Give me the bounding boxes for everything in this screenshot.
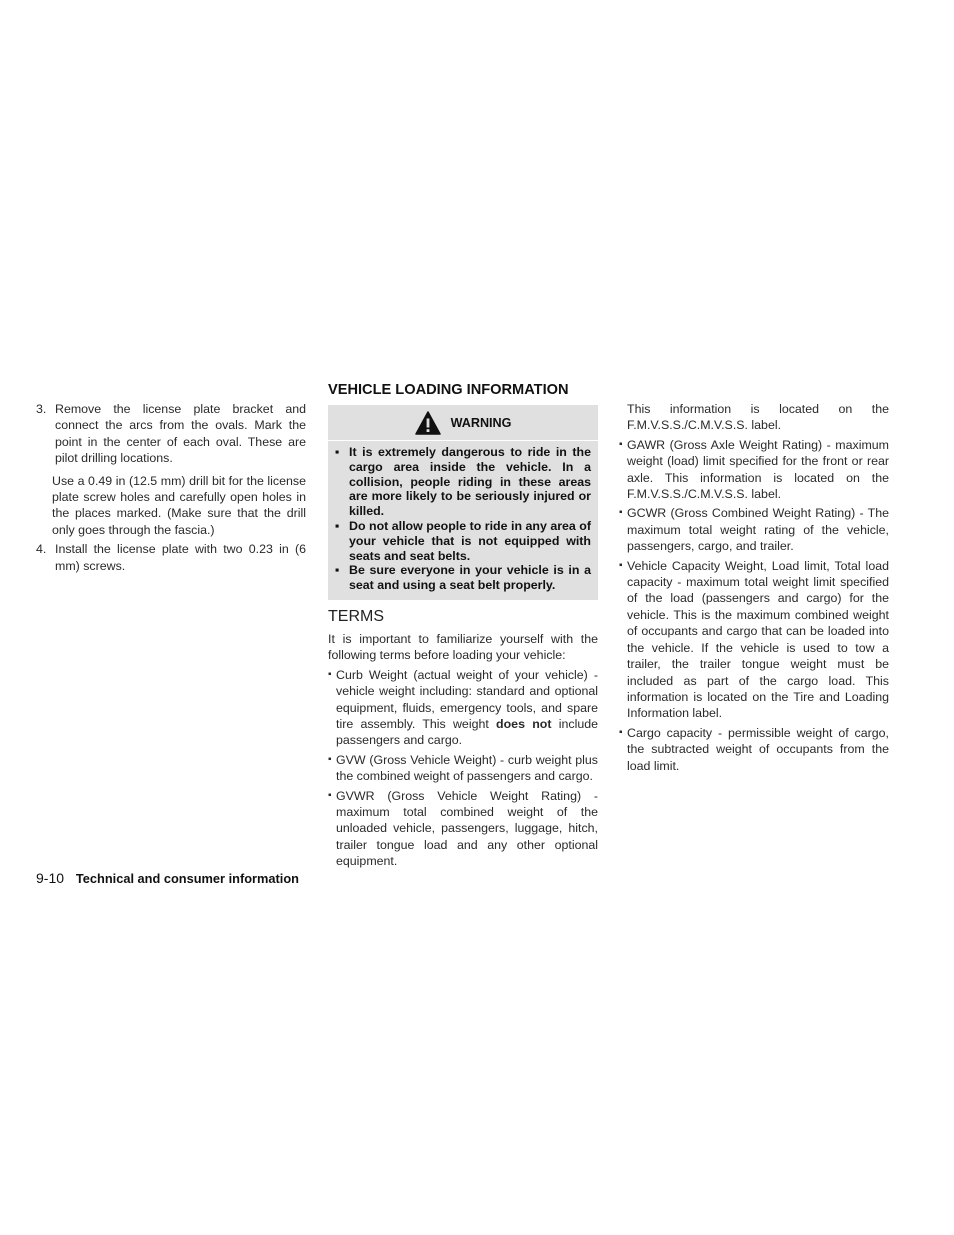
warning-box	[328, 405, 598, 600]
step-3-note: Use a 0.49 in (12.5 mm) drill bit for the license plate screw holes and carefully open holes in the places marked. (Make sure that the drill only goes through the fascia.)	[52, 473, 306, 537]
term-text: Vehicle Capacity Weight, Load limit, Total load capacity - maximum total weight limit specified of the load (passengers and cargo) for the vehicle. This is the maximum combined weight of occupants and cargo that can be loaded into the vehicle. If the vehicle is used to tow a trailer, the trailer tongue weight must be included as part of the cargo load. This information is located on the Tire and Loading Information label.	[627, 558, 889, 721]
bullet-icon: ▪	[619, 726, 623, 738]
term-emphasis: does not	[496, 717, 552, 731]
term-curb-weight	[328, 667, 598, 749]
term-gvw	[328, 752, 598, 785]
bullet-icon: ▪	[328, 753, 332, 765]
term-text: GVWR (Gross Vehicle Weight Rating) - maximum total combined weight of the unloaded vehicle, passengers, luggage, hitch, trailer tongue load and any other optional equipment.	[336, 788, 598, 869]
term-text: GVW (Gross Vehicle Weight) - curb weight plus the combined weight of passengers and cargo.	[336, 752, 598, 784]
page-number: 9-10	[36, 870, 65, 886]
column-left	[36, 401, 306, 580]
term-text: Curb Weight (actual weight of your vehicle) - vehicle weight including: standard and optional equipment, fluids, emergency tools, and spare tire assembly. This weight	[336, 667, 598, 731]
warning-item	[335, 519, 591, 563]
section-heading: VEHICLE LOADING INFORMATION	[328, 382, 569, 398]
step-3	[36, 401, 306, 467]
bullet-icon: ▪	[335, 563, 340, 578]
divider	[328, 440, 598, 441]
term-gcwr	[619, 505, 889, 554]
footer-section-title: Technical and consumer information	[75, 871, 299, 886]
terms-intro: It is important to familiarize yourself with the following terms before loading your vehicle:	[328, 631, 598, 663]
step-text: Install the license plate with two 0.23 in (6 mm) screws.	[55, 542, 306, 573]
step-text: Remove the license plate bracket and connect the arcs from the ovals. Mark the point in the center of each oval. These are pilot drilling locations.	[55, 402, 306, 466]
warning-text: Be sure everyone in your vehicle is in a seat and using a seat belt properly.	[349, 563, 591, 593]
bullet-icon: ▪	[619, 559, 623, 571]
warning-item	[335, 563, 591, 593]
warning-text: It is extremely dangerous to ride in the cargo area inside the vehicle. In a collision, people riding in these areas are more likely to be seriously injured or killed.	[349, 445, 591, 519]
warning-title: WARNING	[450, 415, 512, 430]
term-gvwr	[328, 788, 598, 870]
warning-item	[335, 445, 591, 519]
warning-text: Do not allow people to ride in any area of your vehicle that is not equipped with seats and seat belts.	[349, 518, 591, 563]
column-middle	[328, 381, 598, 870]
warning-triangle-icon	[415, 411, 441, 435]
term-text: Cargo capacity - permissible weight of cargo, the subtracted weight of occupants from the load limit.	[627, 725, 889, 773]
term-text: GCWR (Gross Combined Weight Rating) - The maximum total weight rating of the vehicle, passengers, cargo, and trailer.	[627, 506, 889, 554]
term-continued: This information is located on the F.M.V.S.S./C.M.V.S.S. label.	[627, 402, 889, 433]
bullet-icon: ▪	[619, 438, 623, 450]
bullet-icon: ▪	[328, 668, 332, 680]
column-right	[619, 401, 889, 774]
bullet-icon: ▪	[619, 507, 623, 519]
step-number: 3.	[36, 402, 47, 416]
step-number: 4.	[36, 542, 47, 557]
warning-header	[335, 411, 591, 440]
terms-heading: TERMS	[328, 607, 384, 625]
term-gawr	[619, 437, 889, 503]
term-vehicle-capacity	[619, 558, 889, 722]
bullet-icon: ▪	[328, 789, 332, 801]
term-text: GAWR (Gross Axle Weight Rating) - maximum weight (load) limit specified for the front or rear axle. This information is located on the F.M.V.S.S./C.M.V.S.S. label.	[627, 437, 889, 502]
page-footer	[36, 870, 299, 886]
bullet-icon: ▪	[335, 518, 340, 533]
bullet-icon: ▪	[335, 445, 340, 459]
term-cargo-capacity	[619, 725, 889, 774]
term-text: include passengers and cargo.	[336, 717, 598, 748]
step-4	[36, 541, 306, 574]
